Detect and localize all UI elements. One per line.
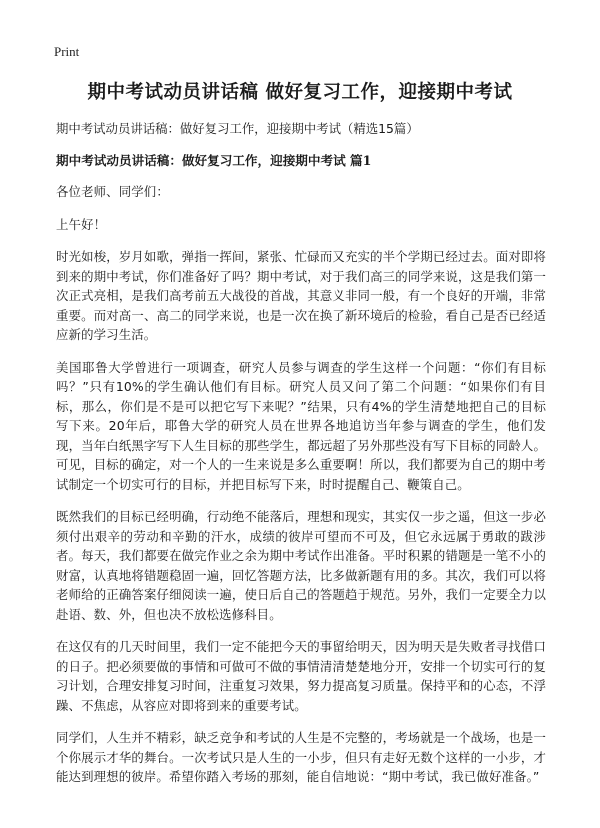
body-paragraph: 同学们，人生并不精彩，缺乏竞争和考试的人生是不完整的，考场就是一个战场，也是一个你展示才华的舞台。一次考试只是人生的一小步，但只有走好无数个这样的一小步，才能达到理想的彼岸。希望你踏入考场的那刻，能自信地说：“期中考试，我已做好准备。” [56, 730, 546, 784]
body-paragraph: 美国耶鲁大学曾进行一项调查，研究人员参与调查的学生这样一个问题：“你们有目标吗？”只有10%的学生确认他们有目标。研究人员又问了第二个问题：“如果你们有目标，那么，你们是不是可以把它写下来呢？”结果，只有4%的学生清楚地把自己的目标写下来。20年后，耶鲁大学的研究人员在世界各地追访当年参与调查的学生，他们发现，当年白纸黑字写下人生目标的那些学生，都远超了另外那些没有写下目标的同龄人。可见，目标的确定，对一个人的一生来说是多么重要啊！所以，我们都要为自己的期中考试制定一个切实可行的目标，并把目标写下来，时时提醒自己、鞭策自己。 [56, 359, 546, 492]
article-body [56, 120, 546, 800]
article-subtitle: 期中考试动员讲话稿：做好复习工作，迎接期中考试（精选15篇） [56, 121, 419, 136]
salutation-paragraph: 上午好！ [56, 216, 107, 232]
section-heading: 期中考试动员讲话稿：做好复习工作，迎接期中考试 篇1 [56, 153, 372, 168]
greeting-paragraph: 各位老师、同学们： [56, 184, 169, 199]
body-paragraph: 既然我们的目标已经明确，行动绝不能落后，理想和现实，其实仅一步之遥，但这一步必须付出艰辛的劳动和辛勤的汗水，成绩的彼岸可望而不可及，但它永远属于勇敢的跋涉者。每天，我们都要在做完作业之余为期中考试作出准备。平时积累的错题是一笔不小的财富，认真地将错题稳固一遍，回忆答题方法，比多做新题有用的多。其次，我们可以将老师给的正确答案仔细阅读一遍，使日后自己的答题趋于规范。另外，我们一定要全力以赴语、数、外，但也决不放松选修科目。 [56, 509, 546, 622]
body-paragraph: 时光如梭，岁月如歌，弹指一挥间，紧张、忙碌而又充实的半个学期已经过去。面对即将到来的期中考试，你们准备好了吗？期中考试，对于我们高三的同学来说，这是我们第一次正式亮相，是我们高考前五大战役的首战，其意义非同一般，有一个良好的开端，非常重要。而对高一、高二的同学来说，也是一次在换了新环境后的检验，看自己是否已经适应新的学习生活。 [56, 249, 546, 342]
body-paragraph: 在这仅有的几天时间里，我们一定不能把今天的事留给明天，因为明天是失败者寻找借口的日子。把必须要做的事情和可做可不做的事情清清楚楚地分开，安排一个切实可行的复习计划，合理安排复习时间，注重复习效果，努力提高复习质量。保持平和的心态，不浮躁、不焦虑，从容应对即将到来的重要考试。 [56, 639, 546, 713]
print-link[interactable]: Print [54, 44, 80, 59]
document-title: 期中考试动员讲话稿 做好复习工作，迎接期中考试 [87, 82, 513, 103]
